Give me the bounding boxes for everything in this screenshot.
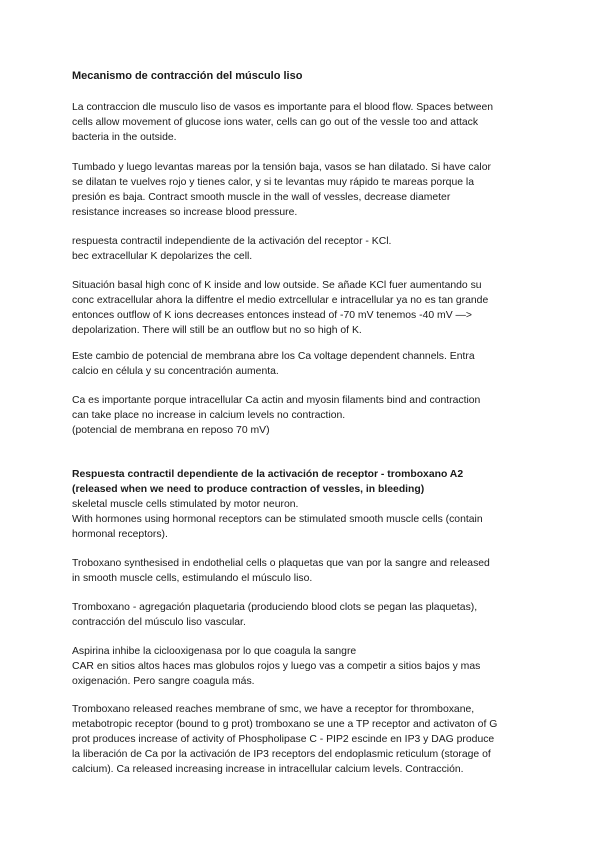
text-line: Troboxano synthesised in endothelial cells o plaquetas que van por la sangre and released	[72, 558, 490, 569]
paragraph-blood-flow	[72, 100, 542, 145]
text-line: metabotropic receptor (bound to g prot) tromboxano se une a TP receptor and activaton of G	[72, 719, 498, 730]
text-line: bacteria in the outside.	[72, 132, 177, 143]
text-line: calcio en célula y su concentración aumenta.	[72, 366, 279, 377]
paragraph-cambio-potencial	[72, 349, 542, 379]
paragraph-situacion-basal	[72, 278, 542, 338]
text-line: resistance increases so increase blood pressure.	[72, 207, 298, 218]
text-line: prot produces increase of activity of Phospholipase C - PIP2 escinde en IP3 y DAG produce	[72, 734, 495, 745]
text-line: Tromboxano released reaches membrane of smc, we have a receptor for thromboxane,	[72, 704, 475, 715]
text-line: (potencial de membrana en reposo 70 mV)	[72, 425, 270, 436]
paragraph-ca-importante	[72, 393, 542, 438]
text-line: Situación basal high conc of K inside and low outside. Se añade KCl fuer aumentando su	[72, 280, 482, 291]
text-line: Aspirina inhibe la ciclooxigenasa por lo que coagula la sangre	[72, 646, 357, 657]
paragraph-skeletal-muscle	[72, 497, 542, 542]
text-line: La contraccion dle musculo liso de vasos es importante para el blood flow. Spaces between	[72, 102, 494, 113]
heading-line: Respuesta contractil dependiente de la activación de receptor - tromboxano A2	[72, 469, 464, 480]
text-line: depolarization. There will still be an outflow but no so high of K.	[72, 325, 362, 336]
text-line: Ca es importante porque intracellular Ca actin and myosin filaments bind and contraction	[72, 395, 481, 406]
text-line: skeletal muscle cells stimulated by motor neuron.	[72, 499, 299, 510]
text-line: Tromboxano - agregación plaquetaria (produciendo blood clots se pegan las plaquetas),	[72, 602, 478, 613]
paragraph-tromboxano-released	[72, 702, 542, 777]
text-line: conc extracellular ahora la diffentre el medio extrcellular e intracellular ya no es tan grande	[72, 295, 489, 306]
text-line: oxigenación. Pero sangre coagula más.	[72, 676, 255, 687]
heading-line: (released when we need to produce contraction of vessles, in bleeding)	[72, 484, 425, 495]
heading-mecanismo: Mecanismo de contracción del músculo liso	[72, 70, 303, 82]
paragraph-kcl	[72, 234, 542, 264]
text-line: Este cambio de potencial de membrana abre los Ca voltage dependent channels. Entra	[72, 351, 475, 362]
text-line: hormonal receptors).	[72, 529, 168, 540]
text-line: cells allow movement of glucose ions water, cells can go out of the vessle too and attack	[72, 117, 479, 128]
paragraph-aspirina	[72, 644, 542, 689]
paragraph-troboxano	[72, 556, 542, 586]
text-line: bec extracellular K depolarizes the cell.	[72, 251, 253, 262]
text-line: With hormones using hormonal receptors can be stimulated smooth muscle cells (contain	[72, 514, 483, 525]
text-line: entonces outflow of K ions decreases entonces instead of -70 mV tenemos -40 mV —>	[72, 310, 472, 321]
text-line: presión es baja. Contract smooth muscle in the wall of vessles, decrease diameter	[72, 192, 451, 203]
text-line: can take place no increase in calcium levels no contraction.	[72, 410, 346, 421]
text-line: CAR en sitios altos haces mas globulos rojos y luego vas a competir a sitios bajos y mas	[72, 661, 481, 672]
text-line: Tumbado y luego levantas mareas por la tensión baja, vasos se han dilatado. Si have calor	[72, 162, 491, 173]
paragraph-agregacion	[72, 600, 542, 630]
text-line: la liberación de Ca por la activación de IP3 receptors del endoplasmic reticulum (storage of	[72, 749, 491, 760]
heading-respuesta-contractil	[72, 467, 542, 497]
text-line: se dilatan te vuelves rojo y tienes calor, y si te levantas muy rápido te mareas porque la	[72, 177, 474, 188]
text-line: respuesta contractil independiente de la activación del receptor - KCl.	[72, 236, 392, 247]
paragraph-tumbado	[72, 160, 542, 220]
text-line: calcium). Ca released increasing increase in intracellular calcium levels. Contracción.	[72, 764, 464, 775]
text-line: in smooth muscle cells, estimulando el músculo liso.	[72, 573, 313, 584]
text-line: contracción del músculo liso vascular.	[72, 617, 246, 628]
